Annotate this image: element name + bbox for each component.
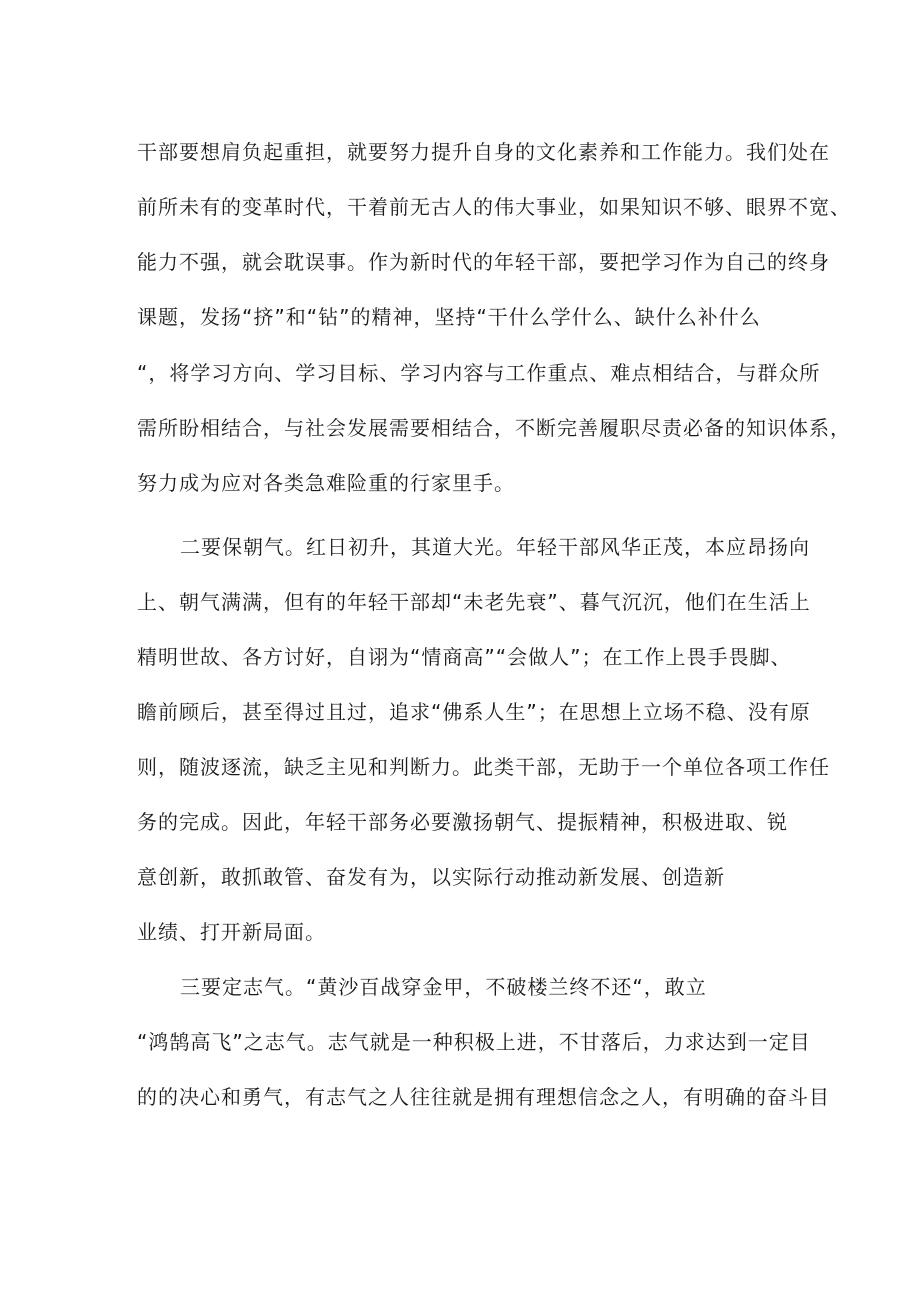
text-line: 上、朝气满满，但有的年轻干部却“未老先衰”、暮气沉沉，他们在生活上 xyxy=(137,590,811,614)
text-line: “，将学习方向、学习目标、学习内容与工作重点、难点相结合，与群众所 xyxy=(137,361,821,385)
text-line: 能力不强，就会耽误事。作为新时代的年轻干部，要把学习作为自己的终身 xyxy=(137,250,830,274)
text-line: “鸿鹄高飞”之志气。志气就是一种积极上进，不甘落后，力求达到一定目 xyxy=(137,1030,811,1054)
text-line: 的的决心和勇气，有志气之人往往就是拥有理想信念之人，有明确的奋斗目 xyxy=(137,1085,830,1109)
text-line: 业绩、打开新局面。 xyxy=(137,920,326,944)
text-line: 务的完成。因此，年轻干部务必要激扬朝气、提振精神，积极进取、锐 xyxy=(137,810,788,834)
paragraph-heading-line: 三要定志气。“黄沙百战穿金甲，不破楼兰终不还“，敢立 xyxy=(180,975,707,999)
text-line: 需所盼相结合，与社会发展需要相结合，不断完善履职尽责必备的知识体系， xyxy=(137,416,851,440)
paragraph-heading-line: 二要保朝气。红日初升，其道大光。年轻干部风华正茂，本应昂扬向 xyxy=(180,535,810,559)
text-line: 课题，发扬“挤”和“钻”的精神，坚持“干什么学什么、缺什么补什么 xyxy=(137,305,761,329)
text-line: 意创新，敢抓敢管、奋发有为，以实际行动推动新发展、创造新 xyxy=(137,865,725,889)
text-line: 干部要想肩负起重担，就要努力提升自身的文化素养和工作能力。我们处在 xyxy=(137,140,830,164)
text-line: 则，随波逐流，缺乏主见和判断力。此类干部，无助于一个单位各项工作任 xyxy=(137,755,830,779)
text-line: 努力成为应对各类急难险重的行家里手。 xyxy=(137,471,515,495)
text-line: 前所未有的变革时代，干着前无古人的伟大事业，如果知识不够、眼界不宽、 xyxy=(137,195,851,219)
text-line: 精明世故、各方讨好，自诩为“情商高”“会做人”；在工作上畏手畏脚、 xyxy=(137,645,792,669)
text-line: 瞻前顾后，甚至得过且过，追求“佛系人生”；在思想上立场不稳、没有原 xyxy=(137,700,811,724)
